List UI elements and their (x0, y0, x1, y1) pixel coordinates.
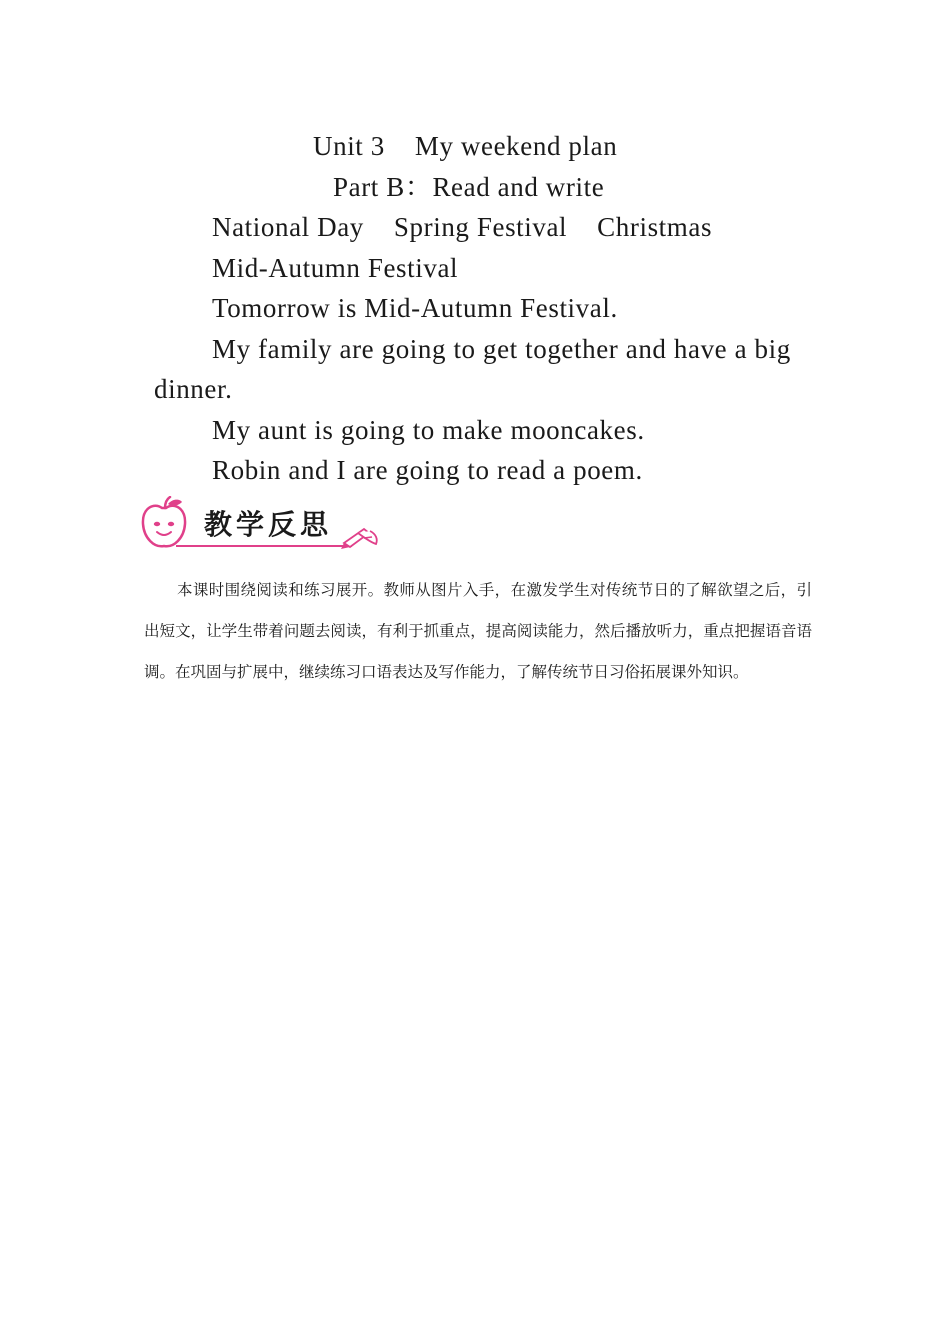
part-subtitle: Part B：Read and write (333, 172, 605, 202)
festival-list (212, 211, 712, 243)
unit-name: My weekend plan (414, 131, 618, 161)
sentence-line: dinner. (154, 374, 233, 404)
reflection-header (140, 496, 382, 556)
reflection-title: 教学反思 (204, 508, 333, 541)
pen-hand-icon (341, 529, 377, 549)
festival-item: Mid-Autumn Festival (212, 253, 459, 283)
sentence-line: Tomorrow is Mid-Autumn Festival. (212, 293, 618, 323)
festival-item: Spring Festival (393, 212, 568, 242)
reflection-paragraph: 本课时围绕阅读和练习展开。教师从图片入手，在激发学生对传统节日的了解欲望之后，引出短文，让学生带着问题去阅读，有利于抓重点，提高阅读能力，然后播放听力，重点把握语音语调。在巩固与扩展中，继续练习口语表达及写作能力，了解传统节日习俗拓展课外知识。 (144, 581, 812, 681)
sentence-line: My aunt is going to make mooncakes. (212, 415, 645, 445)
sentence-line: My family are going to get together and have a big (212, 334, 791, 364)
festival-item: Christmas (597, 212, 713, 242)
festival-item: National Day (212, 212, 364, 242)
apple-icon (143, 497, 185, 546)
unit-title (313, 130, 617, 162)
unit-number: Unit 3 (313, 131, 385, 161)
sentence-line: Robin and I are going to read a poem. (212, 455, 643, 485)
